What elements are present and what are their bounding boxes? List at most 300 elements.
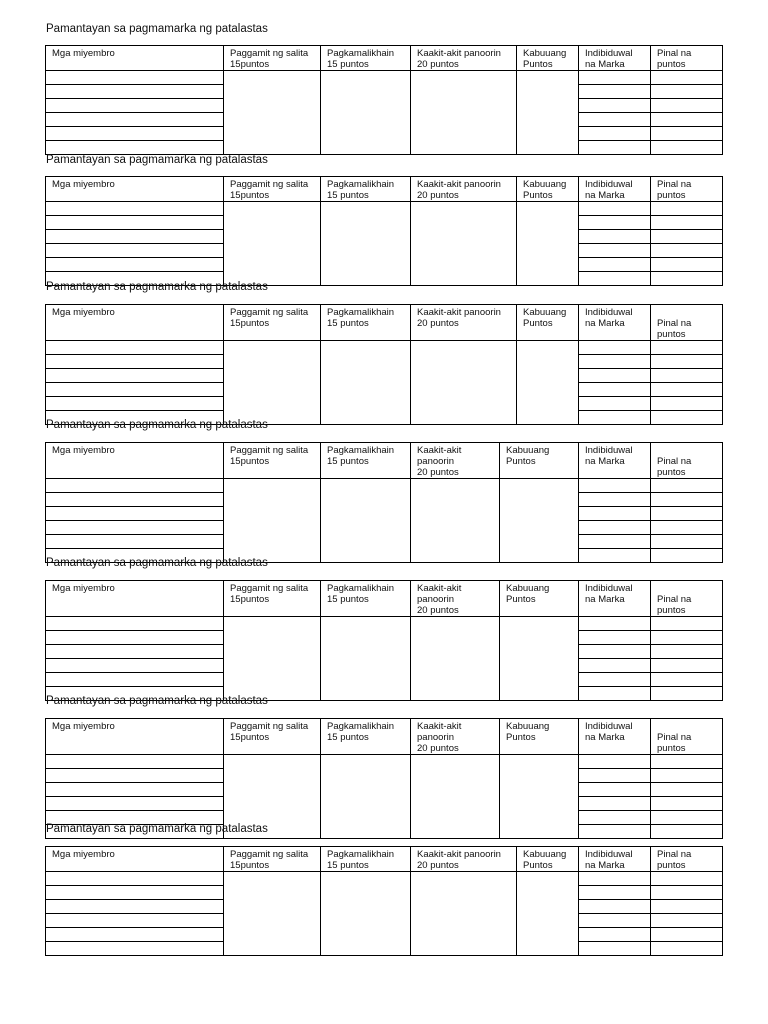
individual-mark-cell[interactable]: [579, 341, 651, 355]
final-score-cell[interactable]: [651, 99, 723, 113]
column-header-line: na Marka: [585, 59, 625, 70]
individual-mark-cell[interactable]: [579, 617, 651, 631]
column-header-line: 20 puntos: [417, 59, 459, 70]
individual-mark-cell[interactable]: [579, 687, 651, 701]
final-score-cell[interactable]: [651, 397, 723, 411]
column-header: [224, 719, 321, 755]
final-score-cell[interactable]: [651, 872, 723, 886]
final-score-cell[interactable]: [651, 355, 723, 369]
final-score-cell[interactable]: [651, 783, 723, 797]
column-header-line: Mga miyembro: [52, 179, 115, 190]
column-header: [411, 177, 517, 202]
column-header-line: 20 puntos: [417, 605, 459, 616]
individual-mark-cell[interactable]: [579, 127, 651, 141]
individual-mark-cell[interactable]: [579, 928, 651, 942]
column-header: [224, 847, 321, 872]
column-header-line: Pagkamalikhain: [327, 48, 395, 59]
column-header: [224, 177, 321, 202]
column-header: [651, 305, 723, 341]
individual-mark-cell[interactable]: [579, 355, 651, 369]
final-score-cell[interactable]: [651, 127, 723, 141]
section-title: Pamantayan sa pagmamarka ng patalastas: [46, 557, 268, 569]
member-name-cell[interactable]: [46, 942, 224, 956]
member-name-cell[interactable]: [46, 507, 224, 521]
column-header-line: puntos: [657, 860, 686, 871]
final-score-cell[interactable]: [651, 797, 723, 811]
column-header-line: 20 puntos: [417, 860, 459, 871]
column-header: [224, 305, 321, 341]
column-header-line: Kabuuang: [523, 849, 567, 860]
column-header-line: Mga miyembro: [52, 445, 115, 456]
column-header: [500, 443, 579, 479]
individual-mark-cell[interactable]: [579, 900, 651, 914]
score-cell[interactable]: [224, 341, 321, 425]
member-name-cell[interactable]: [46, 797, 224, 811]
column-header: [579, 305, 651, 341]
column-header: [651, 46, 723, 71]
section-title: Pamantayan sa pagmamarka ng patalastas: [46, 281, 268, 293]
column-header-line: Kabuuang: [523, 307, 567, 318]
individual-mark-cell[interactable]: [579, 659, 651, 673]
column-header: [411, 443, 500, 479]
column-header-line: 15puntos: [230, 732, 270, 743]
column-header: [517, 46, 579, 71]
individual-mark-cell[interactable]: [579, 493, 651, 507]
column-header-line: [657, 583, 722, 594]
score-cell[interactable]: [517, 202, 579, 286]
column-header-line: 15puntos: [230, 318, 270, 329]
column-header: [321, 581, 411, 617]
column-header-line: Indibiduwal: [585, 179, 633, 190]
member-name-cell[interactable]: [46, 886, 224, 900]
member-name-cell[interactable]: [46, 872, 224, 886]
section-title: Pamantayan sa pagmamarka ng patalastas: [46, 419, 268, 431]
header-row: [46, 581, 723, 617]
column-header-line: na Marka: [585, 860, 625, 871]
score-cell[interactable]: [411, 71, 517, 155]
column-header-line: 15 puntos: [327, 594, 369, 605]
column-header: [224, 581, 321, 617]
column-header: [579, 581, 651, 617]
final-score-cell[interactable]: [651, 369, 723, 383]
score-cell[interactable]: [411, 341, 517, 425]
score-cell[interactable]: [411, 872, 517, 956]
column-header-line: Pinal na: [657, 48, 692, 59]
final-score-cell[interactable]: [651, 230, 723, 244]
column-header: [651, 581, 723, 617]
column-header-line: panoorin: [417, 594, 454, 605]
final-score-cell[interactable]: [651, 645, 723, 659]
column-header-line: Mga miyembro: [52, 849, 115, 860]
member-name-cell[interactable]: [46, 914, 224, 928]
column-header-line: Puntos: [506, 732, 536, 743]
column-header: [46, 46, 224, 71]
column-header: [579, 847, 651, 872]
column-header-line: 15 puntos: [327, 59, 369, 70]
individual-mark-cell[interactable]: [579, 85, 651, 99]
individual-mark-cell[interactable]: [579, 216, 651, 230]
column-header-line: Mga miyembro: [52, 48, 115, 59]
table-row: [46, 755, 723, 769]
column-header-line: Pinal na: [657, 849, 692, 860]
individual-mark-cell[interactable]: [579, 141, 651, 155]
member-name-cell[interactable]: [46, 369, 224, 383]
score-cell[interactable]: [224, 617, 321, 701]
column-header-line: 15 puntos: [327, 860, 369, 871]
column-header: [46, 443, 224, 479]
member-name-cell[interactable]: [46, 202, 224, 216]
column-header-line: Kaakit-akit panoorin: [417, 48, 501, 59]
column-header: [411, 305, 517, 341]
column-header-line: 15puntos: [230, 456, 270, 467]
table-row: [46, 872, 723, 886]
column-header: [321, 719, 411, 755]
column-header-line: Pinal na: [657, 732, 692, 743]
column-header: [411, 847, 517, 872]
score-cell[interactable]: [321, 617, 411, 701]
column-header: [411, 46, 517, 71]
rubric-table: [45, 45, 723, 155]
final-score-cell[interactable]: [651, 71, 723, 85]
final-score-cell[interactable]: [651, 535, 723, 549]
member-name-cell[interactable]: [46, 355, 224, 369]
member-name-cell[interactable]: [46, 493, 224, 507]
individual-mark-cell[interactable]: [579, 411, 651, 425]
member-name-cell[interactable]: [46, 783, 224, 797]
column-header-line: Pagkamalikhain: [327, 179, 395, 190]
column-header-line: Mga miyembro: [52, 721, 115, 732]
column-header-line: Kaakit-akit panoorin: [417, 179, 501, 190]
member-name-cell[interactable]: [46, 617, 224, 631]
score-cell[interactable]: [500, 617, 579, 701]
member-name-cell[interactable]: [46, 535, 224, 549]
score-cell[interactable]: [224, 71, 321, 155]
final-score-cell[interactable]: [651, 914, 723, 928]
individual-mark-cell[interactable]: [579, 369, 651, 383]
column-header: [411, 581, 500, 617]
column-header-line: Puntos: [523, 190, 553, 201]
table-row: [46, 202, 723, 216]
rubric-table: [45, 442, 723, 563]
individual-mark-cell[interactable]: [579, 258, 651, 272]
column-header-line: [657, 307, 722, 318]
individual-mark-cell[interactable]: [579, 914, 651, 928]
individual-mark-cell[interactable]: [579, 942, 651, 956]
individual-mark-cell[interactable]: [579, 113, 651, 127]
column-header: [321, 443, 411, 479]
member-name-cell[interactable]: [46, 85, 224, 99]
member-name-cell[interactable]: [46, 113, 224, 127]
column-header-line: Paggamit ng salita: [230, 445, 309, 456]
score-cell[interactable]: [321, 71, 411, 155]
individual-mark-cell[interactable]: [579, 244, 651, 258]
member-name-cell[interactable]: [46, 659, 224, 673]
individual-mark-cell[interactable]: [579, 645, 651, 659]
column-header-line: 15puntos: [230, 59, 270, 70]
member-name-cell[interactable]: [46, 230, 224, 244]
score-cell[interactable]: [224, 479, 321, 563]
column-header-line: Indibiduwal: [585, 583, 633, 594]
individual-mark-cell[interactable]: [579, 825, 651, 839]
column-header-line: 15puntos: [230, 860, 270, 871]
table-row: [46, 617, 723, 631]
column-header: [651, 719, 723, 755]
score-cell[interactable]: [224, 202, 321, 286]
final-score-cell[interactable]: [651, 507, 723, 521]
column-header-line: Paggamit ng salita: [230, 583, 309, 594]
final-score-cell[interactable]: [651, 244, 723, 258]
final-score-cell[interactable]: [651, 900, 723, 914]
section-title: Pamantayan sa pagmamarka ng patalastas: [46, 823, 268, 835]
column-header-line: Pagkamalikhain: [327, 849, 395, 860]
final-score-cell[interactable]: [651, 272, 723, 286]
column-header-line: Paggamit ng salita: [230, 721, 309, 732]
column-header-line: Pinal na: [657, 318, 692, 329]
column-header-line: Kaakit-akit: [417, 721, 462, 732]
column-header: [579, 46, 651, 71]
header-row: [46, 46, 723, 71]
column-header-line: 15 puntos: [327, 190, 369, 201]
member-name-cell[interactable]: [46, 71, 224, 85]
header-row: [46, 847, 723, 872]
member-name-cell[interactable]: [46, 244, 224, 258]
final-score-cell[interactable]: [651, 521, 723, 535]
column-header-line: Mga miyembro: [52, 307, 115, 318]
member-name-cell[interactable]: [46, 521, 224, 535]
column-header: [500, 719, 579, 755]
final-score-cell[interactable]: [651, 85, 723, 99]
header-row: [46, 443, 723, 479]
column-header-line: na Marka: [585, 190, 625, 201]
column-header-line: Kaakit-akit: [417, 445, 462, 456]
column-header-line: Pinal na: [657, 179, 692, 190]
column-header: [411, 719, 500, 755]
column-header-line: [657, 445, 722, 456]
individual-mark-cell[interactable]: [579, 886, 651, 900]
column-header: [517, 847, 579, 872]
rubric-table: [45, 304, 723, 425]
individual-mark-cell[interactable]: [579, 549, 651, 563]
individual-mark-cell[interactable]: [579, 631, 651, 645]
score-cell[interactable]: [411, 202, 517, 286]
final-score-cell[interactable]: [651, 928, 723, 942]
final-score-cell[interactable]: [651, 769, 723, 783]
column-header-line: na Marka: [585, 318, 625, 329]
column-header: [579, 443, 651, 479]
column-header-line: Paggamit ng salita: [230, 179, 309, 190]
individual-mark-cell[interactable]: [579, 272, 651, 286]
column-header-line: panoorin: [417, 456, 454, 467]
column-header: [46, 581, 224, 617]
final-score-cell[interactable]: [651, 216, 723, 230]
column-header: [321, 177, 411, 202]
column-header: [500, 581, 579, 617]
column-header-line: Kabuuang: [523, 179, 567, 190]
final-score-cell[interactable]: [651, 411, 723, 425]
member-name-cell[interactable]: [46, 645, 224, 659]
member-name-cell[interactable]: [46, 631, 224, 645]
score-cell[interactable]: [321, 755, 411, 839]
score-cell[interactable]: [517, 872, 579, 956]
member-name-cell[interactable]: [46, 479, 224, 493]
column-header-line: [657, 721, 722, 732]
score-cell[interactable]: [321, 479, 411, 563]
individual-mark-cell[interactable]: [579, 71, 651, 85]
score-cell[interactable]: [411, 617, 500, 701]
member-name-cell[interactable]: [46, 928, 224, 942]
table-row: [46, 71, 723, 85]
column-header-line: Puntos: [506, 456, 536, 467]
column-header: [46, 305, 224, 341]
column-header-line: Puntos: [506, 594, 536, 605]
final-score-cell[interactable]: [651, 202, 723, 216]
column-header-line: Paggamit ng salita: [230, 48, 309, 59]
column-header-line: puntos: [657, 59, 686, 70]
final-score-cell[interactable]: [651, 659, 723, 673]
column-header-line: 15puntos: [230, 594, 270, 605]
final-score-cell[interactable]: [651, 113, 723, 127]
score-cell[interactable]: [224, 872, 321, 956]
column-header: [579, 177, 651, 202]
column-header-line: 15puntos: [230, 190, 270, 201]
column-header-line: Kabuuang: [506, 721, 550, 732]
column-header-line: puntos: [657, 743, 686, 754]
column-header-line: Pagkamalikhain: [327, 583, 395, 594]
column-header: [517, 177, 579, 202]
section-title: Pamantayan sa pagmamarka ng patalastas: [46, 695, 268, 707]
column-header: [46, 177, 224, 202]
final-score-cell[interactable]: [651, 687, 723, 701]
final-score-cell[interactable]: [651, 341, 723, 355]
member-name-cell[interactable]: [46, 673, 224, 687]
final-score-cell[interactable]: [651, 258, 723, 272]
individual-mark-cell[interactable]: [579, 397, 651, 411]
member-name-cell[interactable]: [46, 397, 224, 411]
column-header-line: puntos: [657, 605, 686, 616]
column-header-line: 15 puntos: [327, 456, 369, 467]
final-score-cell[interactable]: [651, 141, 723, 155]
rubric-table: [45, 176, 723, 286]
column-header-line: Kabuuang: [506, 583, 550, 594]
column-header-line: Kabuuang: [523, 48, 567, 59]
column-header-line: Puntos: [523, 318, 553, 329]
score-cell[interactable]: [500, 479, 579, 563]
column-header-line: Kabuuang: [506, 445, 550, 456]
final-score-cell[interactable]: [651, 942, 723, 956]
individual-mark-cell[interactable]: [579, 521, 651, 535]
individual-mark-cell[interactable]: [579, 535, 651, 549]
individual-mark-cell[interactable]: [579, 673, 651, 687]
score-cell[interactable]: [411, 479, 500, 563]
column-header-line: Indibiduwal: [585, 721, 633, 732]
individual-mark-cell[interactable]: [579, 811, 651, 825]
column-header-line: Pinal na: [657, 594, 692, 605]
column-header-line: 15 puntos: [327, 318, 369, 329]
column-header-line: 20 puntos: [417, 743, 459, 754]
column-header-line: Paggamit ng salita: [230, 849, 309, 860]
individual-mark-cell[interactable]: [579, 769, 651, 783]
member-name-cell[interactable]: [46, 900, 224, 914]
column-header: [579, 719, 651, 755]
member-name-cell[interactable]: [46, 99, 224, 113]
section-title: Pamantayan sa pagmamarka ng patalastas: [46, 23, 268, 35]
score-cell[interactable]: [500, 755, 579, 839]
final-score-cell[interactable]: [651, 493, 723, 507]
column-header: [321, 847, 411, 872]
final-score-cell[interactable]: [651, 755, 723, 769]
column-header-line: panoorin: [417, 732, 454, 743]
rubric-table: [45, 846, 723, 956]
column-header: [651, 177, 723, 202]
final-score-cell[interactable]: [651, 811, 723, 825]
column-header-line: puntos: [657, 190, 686, 201]
score-cell[interactable]: [411, 755, 500, 839]
column-header-line: Kaakit-akit panoorin: [417, 849, 501, 860]
column-header-line: 15 puntos: [327, 732, 369, 743]
column-header-line: Pinal na: [657, 456, 692, 467]
column-header-line: Pagkamalikhain: [327, 721, 395, 732]
final-score-cell[interactable]: [651, 383, 723, 397]
final-score-cell[interactable]: [651, 549, 723, 563]
member-name-cell[interactable]: [46, 383, 224, 397]
table-row: [46, 341, 723, 355]
table-row: [46, 479, 723, 493]
individual-mark-cell[interactable]: [579, 872, 651, 886]
column-header-line: na Marka: [585, 456, 625, 467]
column-header-line: Indibiduwal: [585, 307, 633, 318]
score-cell[interactable]: [517, 341, 579, 425]
score-cell[interactable]: [517, 71, 579, 155]
column-header: [651, 847, 723, 872]
member-name-cell[interactable]: [46, 258, 224, 272]
column-header-line: 20 puntos: [417, 190, 459, 201]
individual-mark-cell[interactable]: [579, 479, 651, 493]
section-title: Pamantayan sa pagmamarka ng patalastas: [46, 154, 268, 166]
individual-mark-cell[interactable]: [579, 383, 651, 397]
individual-mark-cell[interactable]: [579, 783, 651, 797]
final-score-cell[interactable]: [651, 631, 723, 645]
final-score-cell[interactable]: [651, 886, 723, 900]
column-header: [651, 443, 723, 479]
score-cell[interactable]: [321, 872, 411, 956]
column-header-line: Puntos: [523, 59, 553, 70]
individual-mark-cell[interactable]: [579, 230, 651, 244]
final-score-cell[interactable]: [651, 617, 723, 631]
member-name-cell[interactable]: [46, 755, 224, 769]
final-score-cell[interactable]: [651, 673, 723, 687]
column-header-line: Pagkamalikhain: [327, 307, 395, 318]
score-cell[interactable]: [321, 341, 411, 425]
individual-mark-cell[interactable]: [579, 507, 651, 521]
individual-mark-cell[interactable]: [579, 797, 651, 811]
individual-mark-cell[interactable]: [579, 99, 651, 113]
member-name-cell[interactable]: [46, 341, 224, 355]
individual-mark-cell[interactable]: [579, 202, 651, 216]
column-header-line: Indibiduwal: [585, 48, 633, 59]
score-cell[interactable]: [321, 202, 411, 286]
final-score-cell[interactable]: [651, 825, 723, 839]
column-header: [46, 719, 224, 755]
column-header-line: Puntos: [523, 860, 553, 871]
header-row: [46, 719, 723, 755]
member-name-cell[interactable]: [46, 127, 224, 141]
column-header-line: Indibiduwal: [585, 445, 633, 456]
column-header-line: Indibiduwal: [585, 849, 633, 860]
member-name-cell[interactable]: [46, 769, 224, 783]
member-name-cell[interactable]: [46, 216, 224, 230]
individual-mark-cell[interactable]: [579, 755, 651, 769]
final-score-cell[interactable]: [651, 479, 723, 493]
